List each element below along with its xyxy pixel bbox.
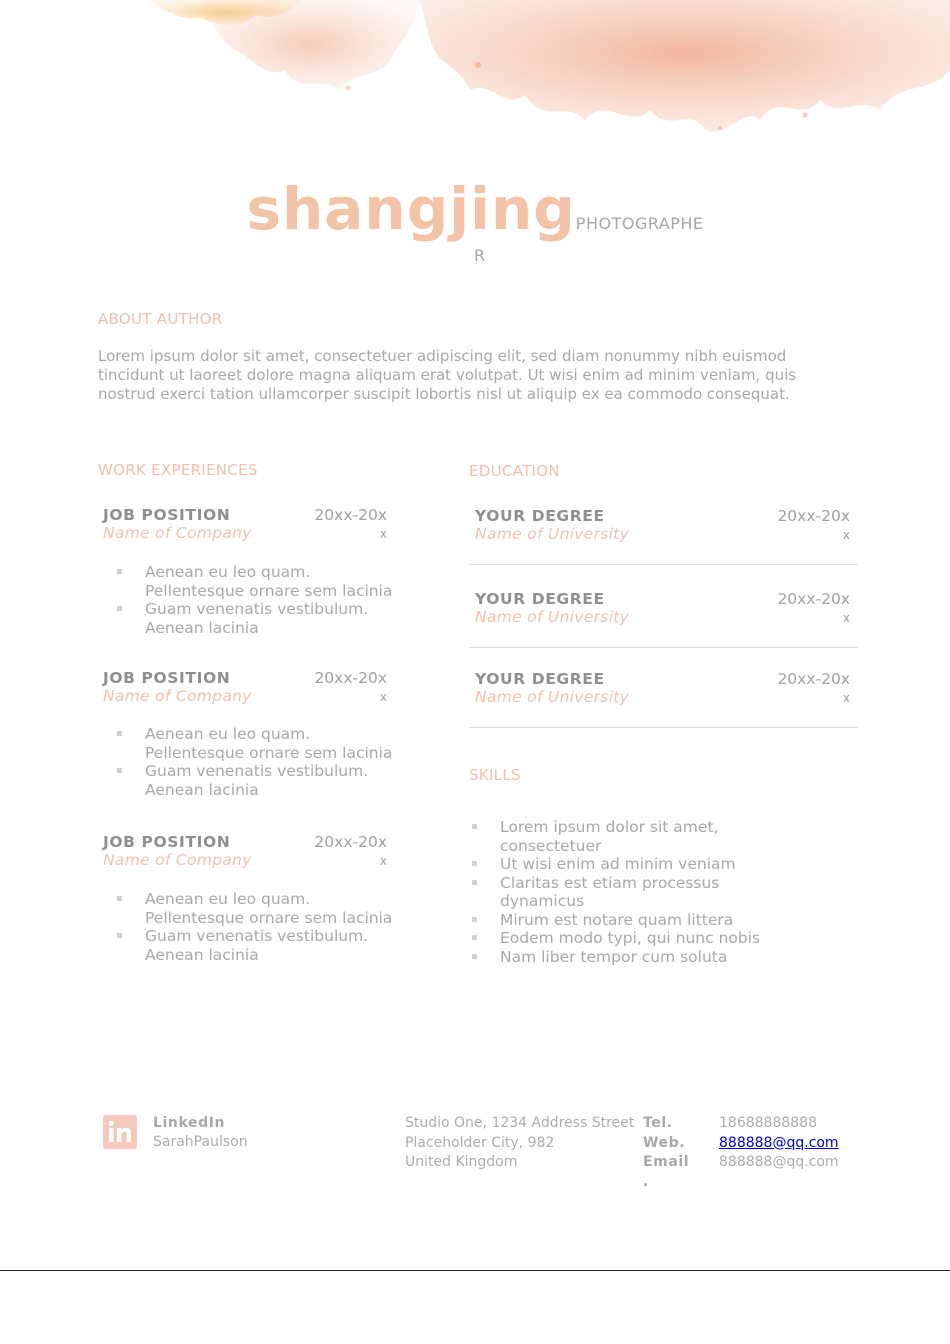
education-years-tail: x	[842, 611, 850, 625]
address-line: Placeholder City, 982	[405, 1134, 555, 1151]
job-years	[297, 833, 387, 871]
about-line: nostrud exerci tation ullamcorper suscipit lobortis nisl ut aliquip ex ea commodo consequat.	[98, 385, 790, 403]
job-years-text: 20xx-20x	[314, 669, 387, 687]
about-heading: ABOUT AUTHOR	[98, 310, 223, 328]
job-title: PHOTOGRAPHE	[575, 214, 704, 233]
list-item: Guam venenatis vestibulum. Aenean lacinia	[103, 762, 393, 799]
university-name: Name of University	[475, 688, 630, 706]
contact-labels	[643, 1114, 713, 1192]
divider	[469, 564, 858, 565]
address-line: Studio One, 1234 Address Street	[405, 1115, 635, 1131]
job-entry	[103, 833, 387, 869]
education-entry	[475, 670, 850, 706]
contact-values	[719, 1114, 859, 1173]
skills-list	[458, 818, 778, 966]
web-label: Web.	[643, 1134, 686, 1151]
email-label-tail: .	[643, 1173, 649, 1190]
job-position: JOB POSITION	[103, 506, 231, 524]
list-item: Guam venenatis vestibulum. Aenean lacinia	[103, 927, 393, 964]
skills-heading: SKILLS	[469, 766, 521, 784]
company-name: Name of Company	[103, 687, 252, 705]
job-years-text: 20xx-20x	[314, 833, 387, 851]
degree-name: YOUR DEGREE	[475, 670, 605, 688]
job-bullets	[103, 563, 393, 651]
job-years	[297, 669, 387, 707]
address-line: United Kingdom	[405, 1154, 518, 1170]
list-item: Aenean eu leo quam. Pellentesque ornare sem lacinia	[103, 563, 393, 600]
candidate-name: shangjing	[246, 175, 576, 243]
job-years	[297, 506, 387, 544]
list-item: Lorem ipsum dolor sit amet, consectetuer	[458, 818, 778, 855]
job-title-continued: R	[474, 246, 486, 265]
tel-label: Tel.	[643, 1115, 673, 1131]
job-years-text: 20xx-20x	[314, 506, 387, 524]
watercolor-splash	[0, 0, 950, 160]
education-years	[760, 507, 850, 545]
list-item: Aenean eu leo quam. Pellentesque ornare sem lacinia	[103, 890, 393, 927]
education-years-text: 20xx-20x	[777, 590, 850, 608]
job-years-tail: x	[379, 527, 387, 541]
work-heading: WORK EXPERIENCES	[98, 461, 258, 479]
list-item: Claritas est etiam processus dynamicus	[458, 874, 778, 911]
education-years	[760, 590, 850, 628]
company-name: Name of Company	[103, 524, 252, 542]
education-years-text: 20xx-20x	[777, 670, 850, 688]
list-item: Guam venenatis vestibulum. Aenean lacinia	[103, 600, 393, 637]
degree-name: YOUR DEGREE	[475, 590, 605, 608]
education-years-text: 20xx-20x	[777, 507, 850, 525]
job-years-tail: x	[379, 854, 387, 868]
university-name: Name of University	[475, 525, 630, 543]
about-paragraph	[98, 347, 878, 404]
education-entry	[475, 590, 850, 626]
divider	[469, 727, 858, 728]
company-name: Name of Company	[103, 851, 252, 869]
page-bottom-rule	[0, 1270, 950, 1271]
list-item: Ut wisi enim ad minim veniam	[458, 855, 778, 874]
tel-value[interactable]: 18688888888	[719, 1115, 817, 1131]
address-block	[405, 1114, 645, 1173]
degree-name: YOUR DEGREE	[475, 507, 605, 525]
linkedin-label: LinkedIn	[153, 1115, 226, 1131]
email-value[interactable]: 888888@qq.com	[719, 1154, 839, 1170]
education-entry	[475, 507, 850, 543]
university-name: Name of University	[475, 608, 630, 626]
job-entry	[103, 669, 387, 705]
education-heading: EDUCATION	[469, 462, 560, 480]
linkedin-username[interactable]: SarahPaulson	[153, 1134, 248, 1150]
about-line: tincidunt ut laoreet dolore magna aliquam erat volutpat. Ut wisi enim ad minim veniam, quis	[98, 366, 797, 384]
education-years-tail: x	[842, 528, 850, 542]
list-item: Mirum est notare quam littera	[458, 911, 778, 930]
job-years-tail: x	[379, 690, 387, 704]
linkedin-icon[interactable]	[103, 1115, 137, 1149]
web-link[interactable]: 888888@qq.com	[719, 1134, 839, 1151]
job-bullets	[103, 890, 393, 978]
name-block	[0, 175, 950, 243]
education-years	[760, 670, 850, 708]
about-line: Lorem ipsum dolor sit amet, consectetuer adipiscing elit, sed diam nonummy nibh euismod	[98, 347, 787, 365]
education-years-tail: x	[842, 691, 850, 705]
job-entry	[103, 506, 387, 542]
job-bullets	[103, 725, 393, 813]
divider	[469, 647, 858, 648]
job-position: JOB POSITION	[103, 669, 231, 687]
job-position: JOB POSITION	[103, 833, 231, 851]
email-label: Email	[643, 1154, 690, 1170]
list-item: Nam liber tempor cum soluta	[458, 948, 778, 967]
list-item: Eodem modo typi, qui nunc nobis	[458, 929, 778, 948]
list-item: Aenean eu leo quam. Pellentesque ornare sem lacinia	[103, 725, 393, 762]
